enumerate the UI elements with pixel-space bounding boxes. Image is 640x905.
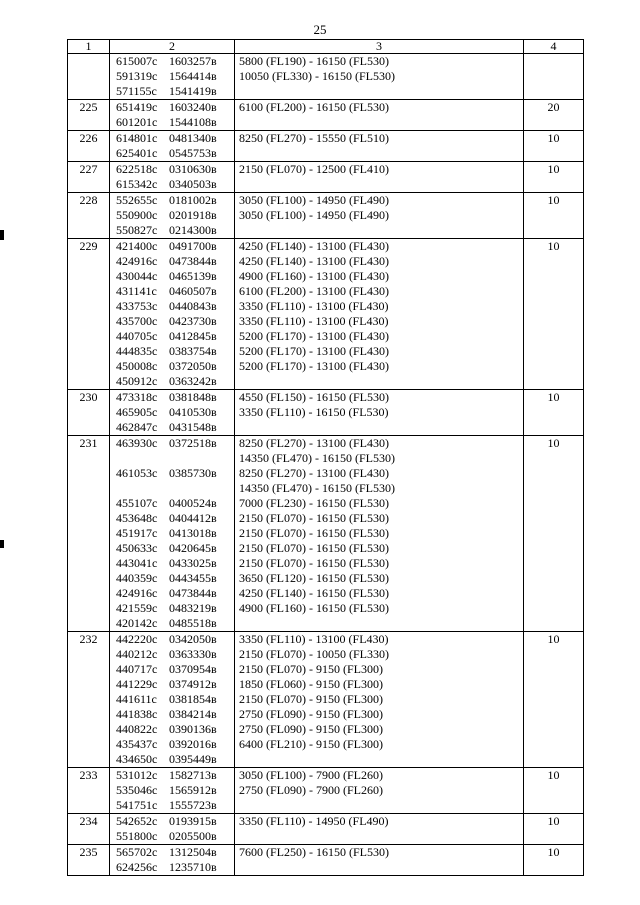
coordinate-line <box>116 223 234 238</box>
longitude: 1544108в <box>169 115 217 129</box>
latitude: 551800с <box>116 829 158 843</box>
levels-cell <box>235 768 524 814</box>
level-range: 4550 (FL150) - 16150 (FL530) <box>239 390 389 404</box>
longitude: 0545753в <box>169 146 217 160</box>
levels-cell <box>235 390 524 436</box>
coordinate-line <box>116 768 234 783</box>
latitude: 433753с <box>116 299 158 313</box>
coordinates-cell <box>110 814 235 845</box>
longitude: 0214300в <box>169 223 217 237</box>
latitude: 531012с <box>116 768 158 782</box>
latitude: 442220с <box>116 632 158 646</box>
longitude: 1603240в <box>169 100 217 114</box>
coordinate-line <box>116 84 234 99</box>
coordinate-line <box>116 405 234 420</box>
level-range <box>239 84 523 99</box>
level-range: 3650 (FL120) - 16150 (FL530) <box>239 571 389 585</box>
latitude: 435700с <box>116 314 158 328</box>
latitude: 421400с <box>116 239 158 253</box>
table-row <box>68 632 584 768</box>
coordinates-cell <box>110 193 235 239</box>
level-range: 3050 (FL100) - 7900 (FL260) <box>239 768 383 782</box>
coordinate-line <box>116 162 234 177</box>
latitude: 462847с <box>116 420 158 434</box>
longitude: 0381848в <box>169 390 217 404</box>
latitude: 441229с <box>116 677 158 691</box>
latitude: 434650с <box>116 752 158 766</box>
level-range <box>239 616 523 631</box>
latitude: 430044с <box>116 269 158 283</box>
value-cell: 10 <box>524 131 584 162</box>
level-range: 3050 (FL100) - 14950 (FL490) <box>239 208 389 222</box>
level-range: 2150 (FL070) - 16150 (FL530) <box>239 511 389 525</box>
coordinate-line <box>116 284 234 299</box>
coordinate-line <box>116 269 234 284</box>
table-row <box>68 54 584 100</box>
longitude: 0372050в <box>169 359 217 373</box>
levels-cell <box>235 131 524 162</box>
row-number: 234 <box>68 814 110 845</box>
coordinate-line <box>116 344 234 359</box>
coordinate-line <box>116 100 234 115</box>
level-range: 10050 (FL330) - 16150 (FL530) <box>239 69 395 83</box>
header-cell-1: 1 <box>68 40 110 54</box>
coordinate-line <box>116 254 234 269</box>
level-range <box>239 115 523 130</box>
longitude: 0342050в <box>169 632 217 646</box>
longitude: 0491700в <box>169 239 217 253</box>
longitude: 0410530в <box>169 405 217 419</box>
level-range: 2150 (FL070) - 16150 (FL530) <box>239 556 389 570</box>
coordinate-line <box>116 54 234 69</box>
coordinate-line <box>116 420 234 435</box>
table-row <box>68 193 584 239</box>
levels-cell <box>235 162 524 193</box>
latitude: 420142с <box>116 616 158 630</box>
value-cell: 10 <box>524 632 584 768</box>
latitude: 550827с <box>116 223 158 237</box>
coordinate-line <box>116 829 234 844</box>
row-number: 226 <box>68 131 110 162</box>
longitude: 0481340в <box>169 131 217 145</box>
coordinate-line <box>116 177 234 192</box>
levels-cell <box>235 845 524 876</box>
levels-cell <box>235 193 524 239</box>
level-range: 5200 (FL170) - 13100 (FL430) <box>239 359 389 373</box>
level-range: 4900 (FL160) - 13100 (FL430) <box>239 269 389 283</box>
latitude: 440212с <box>116 647 158 661</box>
level-range <box>239 752 523 767</box>
header-cell-2: 2 <box>110 40 235 54</box>
longitude: 0440843в <box>169 299 217 313</box>
level-range: 14350 (FL470) - 16150 (FL530) <box>239 451 395 465</box>
longitude: 0390136в <box>169 722 217 736</box>
value-cell: 20 <box>524 100 584 131</box>
longitude: 0363330в <box>169 647 217 661</box>
longitude: 0340503в <box>169 177 217 191</box>
level-range: 4250 (FL140) - 13100 (FL430) <box>239 254 389 268</box>
coordinates-cell <box>110 768 235 814</box>
latitude: 614801с <box>116 131 158 145</box>
table-row <box>68 436 584 632</box>
coordinates-cell <box>110 632 235 768</box>
coordinate-line <box>116 526 234 541</box>
coordinate-line <box>116 541 234 556</box>
longitude: 0443455в <box>169 571 217 585</box>
coordinate-line <box>116 556 234 571</box>
level-range: 4900 (FL160) - 16150 (FL530) <box>239 601 389 615</box>
longitude: 0193915в <box>169 814 217 828</box>
longitude: 1235710в <box>169 860 217 874</box>
row-number: 229 <box>68 239 110 390</box>
levels-cell <box>235 814 524 845</box>
row-number: 231 <box>68 436 110 632</box>
page-number: 25 <box>313 22 327 37</box>
coordinate-line <box>116 208 234 223</box>
level-range: 2150 (FL070) - 16150 (FL530) <box>239 541 389 555</box>
latitude: 625401с <box>116 146 158 160</box>
coordinates-cell <box>110 845 235 876</box>
latitude: 421559с <box>116 601 158 615</box>
row-number: 225 <box>68 100 110 131</box>
longitude: 1555723в <box>169 798 217 812</box>
longitude: 0392016в <box>169 737 217 751</box>
coordinate-line <box>116 783 234 798</box>
coordinate-line <box>116 722 234 737</box>
coordinates-cell <box>110 239 235 390</box>
coordinate-line <box>116 677 234 692</box>
longitude: 0485518в <box>169 616 217 630</box>
latitude: 435437с <box>116 737 158 751</box>
level-range: 4250 (FL140) - 16150 (FL530) <box>239 586 389 600</box>
level-range: 5800 (FL190) - 16150 (FL530) <box>239 54 389 68</box>
level-range: 3350 (FL110) - 13100 (FL430) <box>239 632 389 646</box>
latitude: 450633с <box>116 541 158 555</box>
header-cell-3: 3 <box>235 40 524 54</box>
latitude: 473318с <box>116 390 158 404</box>
longitude: 1603257в <box>169 54 217 68</box>
level-range: 2150 (FL070) - 16150 (FL530) <box>239 526 389 540</box>
coordinate-line <box>116 586 234 601</box>
latitude: 465905с <box>116 405 158 419</box>
latitude: 601201с <box>116 115 158 129</box>
longitude: 0413018в <box>169 526 217 540</box>
header-row <box>68 40 584 54</box>
latitude: 440705с <box>116 329 158 343</box>
row-number <box>68 54 110 100</box>
longitude: 0384214в <box>169 707 217 721</box>
level-range: 14350 (FL470) - 16150 (FL530) <box>239 481 395 495</box>
longitude: 0420645в <box>169 541 217 555</box>
coordinate-line <box>116 69 234 84</box>
coordinate-line <box>116 193 234 208</box>
table-row <box>68 814 584 845</box>
latitude: 542652с <box>116 814 158 828</box>
latitude: 571155с <box>116 84 157 98</box>
latitude: 455107с <box>116 496 158 510</box>
level-range <box>239 223 523 238</box>
latitude: 451917с <box>116 526 158 540</box>
longitude: 1312504в <box>169 845 217 859</box>
level-range: 3350 (FL110) - 16150 (FL530) <box>239 405 389 419</box>
latitude: 651419с <box>116 100 158 114</box>
table-row <box>68 845 584 876</box>
coordinate-line <box>116 451 234 466</box>
levels-cell <box>235 239 524 390</box>
level-range: 6400 (FL210) - 9150 (FL300) <box>239 737 383 751</box>
level-range: 7000 (FL230) - 16150 (FL530) <box>239 496 389 510</box>
level-range: 2150 (FL070) - 9150 (FL300) <box>239 692 383 706</box>
coordinates-cell <box>110 162 235 193</box>
level-range: 8250 (FL270) - 15550 (FL510) <box>239 131 389 145</box>
longitude: 0431548в <box>169 420 217 434</box>
longitude: 0363242в <box>169 374 217 388</box>
level-range: 6100 (FL200) - 13100 (FL430) <box>239 284 389 298</box>
longitude: 0205500в <box>169 829 217 843</box>
latitude: 461053с <box>116 466 158 480</box>
coordinate-line <box>116 146 234 161</box>
level-range <box>239 146 523 161</box>
row-number: 233 <box>68 768 110 814</box>
latitude: 550900с <box>116 208 158 222</box>
levels-cell <box>235 632 524 768</box>
level-range: 4250 (FL140) - 13100 (FL430) <box>239 239 389 253</box>
table-row <box>68 768 584 814</box>
coordinate-line <box>116 692 234 707</box>
value-cell: 10 <box>524 814 584 845</box>
latitude: 431141с <box>116 284 157 298</box>
latitude: 450008с <box>116 359 158 373</box>
longitude: 1582713в <box>169 768 217 782</box>
coordinate-line <box>116 496 234 511</box>
longitude: 0395449в <box>169 752 217 766</box>
longitude: 0370954в <box>169 662 217 676</box>
table-row <box>68 239 584 390</box>
coordinates-cell <box>110 436 235 632</box>
coordinate-line <box>116 752 234 767</box>
latitude: 440822с <box>116 722 158 736</box>
coordinate-line <box>116 390 234 405</box>
longitude: 0383754в <box>169 344 217 358</box>
coordinate-line <box>116 814 234 829</box>
value-cell: 10 <box>524 768 584 814</box>
value-cell: 10 <box>524 239 584 390</box>
coordinate-line <box>116 632 234 647</box>
coordinates-cell <box>110 390 235 436</box>
level-range: 3350 (FL110) - 13100 (FL430) <box>239 299 389 313</box>
latitude: 453648с <box>116 511 158 525</box>
level-range: 3050 (FL100) - 14950 (FL490) <box>239 193 389 207</box>
scan-edge-mark <box>0 540 4 548</box>
longitude: 0412845в <box>169 329 217 343</box>
coordinate-line <box>116 239 234 254</box>
value-cell <box>524 54 584 100</box>
row-number: 235 <box>68 845 110 876</box>
latitude: 535046с <box>116 783 158 797</box>
longitude: 0460507в <box>169 284 217 298</box>
longitude: 0372518в <box>169 436 217 450</box>
latitude: 443041с <box>116 556 158 570</box>
level-range: 2150 (FL070) - 9150 (FL300) <box>239 662 383 676</box>
value-cell: 10 <box>524 845 584 876</box>
coordinate-line <box>116 737 234 752</box>
latitude: 615007с <box>116 54 158 68</box>
row-number: 227 <box>68 162 110 193</box>
latitude: 541751с <box>116 798 158 812</box>
level-range: 2150 (FL070) - 10050 (FL330) <box>239 647 389 661</box>
latitude: 450912с <box>116 374 158 388</box>
coordinate-line <box>116 511 234 526</box>
coordinates-cell <box>110 100 235 131</box>
longitude: 1564414в <box>169 69 217 83</box>
longitude: 0385730в <box>169 466 217 480</box>
coordinate-line <box>116 662 234 677</box>
latitude: 444835с <box>116 344 158 358</box>
level-range: 8250 (FL270) - 13100 (FL430) <box>239 466 389 480</box>
table-row <box>68 162 584 193</box>
level-range <box>239 860 523 875</box>
coordinate-line <box>116 314 234 329</box>
latitude: 552655с <box>116 193 158 207</box>
longitude: 0473844в <box>169 586 217 600</box>
latitude: 565702с <box>116 845 158 859</box>
longitude: 0400524в <box>169 496 217 510</box>
longitude: 1541419в <box>169 84 217 98</box>
longitude: 0404412в <box>169 511 217 525</box>
longitude: 0465139в <box>169 269 217 283</box>
latitude: 622518с <box>116 162 158 176</box>
airspace-table <box>67 39 584 876</box>
coordinate-line <box>116 571 234 586</box>
longitude: 0181002в <box>169 193 217 207</box>
level-range: 2150 (FL070) - 12500 (FL410) <box>239 162 389 176</box>
longitude: 0473844в <box>169 254 217 268</box>
coordinates-cell <box>110 54 235 100</box>
header-cell-4: 4 <box>524 40 584 54</box>
level-range <box>239 177 523 192</box>
value-cell: 10 <box>524 162 584 193</box>
table-row <box>68 390 584 436</box>
levels-cell <box>235 100 524 131</box>
level-range: 2750 (FL090) - 9150 (FL300) <box>239 722 383 736</box>
coordinate-line <box>116 481 234 496</box>
coordinate-line <box>116 601 234 616</box>
value-cell: 10 <box>524 436 584 632</box>
longitude: 0483219в <box>169 601 217 615</box>
latitude: 424916с <box>116 586 158 600</box>
latitude: 624256с <box>116 860 158 874</box>
level-range: 1850 (FL060) - 9150 (FL300) <box>239 677 383 691</box>
coordinate-line <box>116 131 234 146</box>
coordinate-line <box>116 647 234 662</box>
coordinate-line <box>116 299 234 314</box>
level-range: 5200 (FL170) - 13100 (FL430) <box>239 329 389 343</box>
latitude: 463930с <box>116 436 158 450</box>
coordinate-line <box>116 798 234 813</box>
coordinate-line <box>116 374 234 389</box>
row-number: 232 <box>68 632 110 768</box>
coordinate-line <box>116 845 234 860</box>
scan-edge-mark <box>0 230 4 240</box>
coordinate-line <box>116 860 234 875</box>
longitude: 0374912в <box>169 677 217 691</box>
coordinate-line <box>116 359 234 374</box>
level-range: 7600 (FL250) - 16150 (FL530) <box>239 845 389 859</box>
longitude: 0201918в <box>169 208 217 222</box>
latitude: 440359с <box>116 571 158 585</box>
level-range <box>239 798 523 813</box>
value-cell: 10 <box>524 390 584 436</box>
longitude: 0381854в <box>169 692 217 706</box>
longitude: 1565912в <box>169 783 217 797</box>
level-range <box>239 374 523 389</box>
level-range: 5200 (FL170) - 13100 (FL430) <box>239 344 389 358</box>
coordinate-line <box>116 436 234 451</box>
coordinate-line <box>116 466 234 481</box>
levels-cell <box>235 436 524 632</box>
level-range <box>239 420 523 435</box>
longitude: 0423730в <box>169 314 217 328</box>
level-range <box>239 829 523 844</box>
latitude: 441611с <box>116 692 157 706</box>
coordinate-line <box>116 616 234 631</box>
table-row <box>68 131 584 162</box>
row-number: 228 <box>68 193 110 239</box>
levels-cell <box>235 54 524 100</box>
row-number: 230 <box>68 390 110 436</box>
coordinate-line <box>116 115 234 130</box>
level-range: 8250 (FL270) - 13100 (FL430) <box>239 436 389 450</box>
table-row <box>68 100 584 131</box>
latitude: 441838с <box>116 707 158 721</box>
level-range: 3350 (FL110) - 14950 (FL490) <box>239 814 389 828</box>
level-range: 3350 (FL110) - 13100 (FL430) <box>239 314 389 328</box>
level-range: 2750 (FL090) - 9150 (FL300) <box>239 707 383 721</box>
level-range: 2750 (FL090) - 7900 (FL260) <box>239 783 383 797</box>
latitude: 591319с <box>116 69 158 83</box>
coordinates-cell <box>110 131 235 162</box>
latitude: 615342с <box>116 177 158 191</box>
latitude: 424916с <box>116 254 158 268</box>
coordinate-line <box>116 707 234 722</box>
coordinate-line <box>116 329 234 344</box>
level-range: 6100 (FL200) - 16150 (FL530) <box>239 100 389 114</box>
latitude: 440717с <box>116 662 158 676</box>
longitude: 0433025в <box>169 556 217 570</box>
value-cell: 10 <box>524 193 584 239</box>
longitude: 0310630в <box>169 162 217 176</box>
